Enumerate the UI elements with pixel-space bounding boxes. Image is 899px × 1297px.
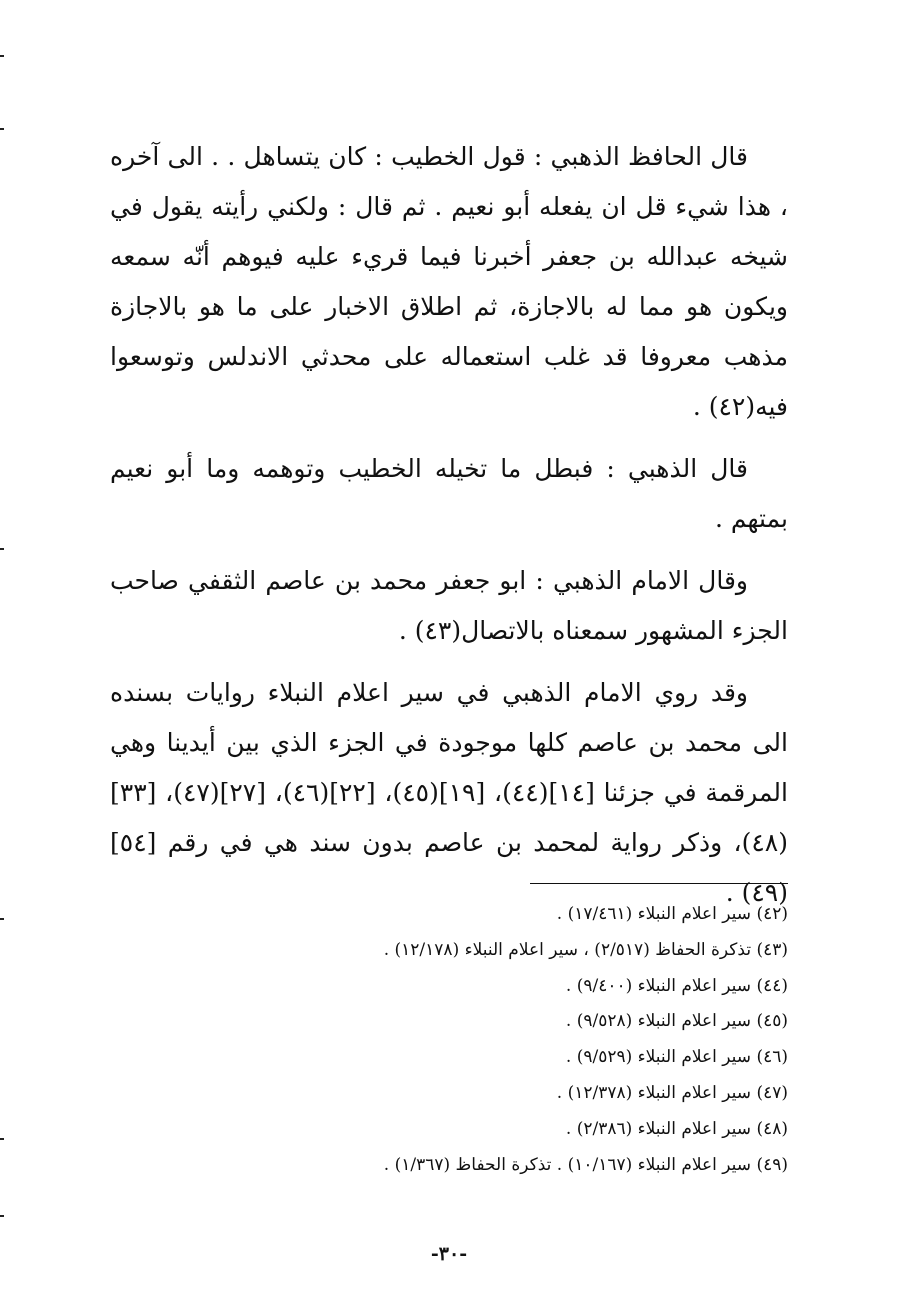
footnote: (٤٦) سير اعلام النبلاء (٩/٥٢٩) . (565, 1047, 788, 1068)
page-number: -٣٠- (430, 1243, 468, 1265)
footnote-divider (530, 883, 788, 884)
footnotes (110, 897, 788, 1183)
paragraph: قال الذهبي : فبطل ما تخيله الخطيب وتوهمه وما أبو نعيم بمتهم . (110, 454, 788, 533)
scan-edge-mark (0, 55, 4, 57)
scan-edge-mark (0, 128, 4, 130)
paragraph: وقال الامام الذهبي : ابو جعفر محمد بن عاصم الثقفي صاحب الجزء المشهور سمعناه بالاتصال(٤٣) . (110, 566, 788, 645)
scan-edge-mark (0, 1138, 4, 1140)
footnote: (٤٢) سير اعلام النبلاء (١٧/٤٦١) . (556, 904, 788, 924)
scan-edge-mark (0, 548, 4, 550)
paragraph: قال الحافظ الذهبي : قول الخطيب : كان يتساهل . . الى آخره ، هذا شيء قل ان يفعله أبو نعيم . ثم قال : ولكني رأيته يقول في شيخه عبدالله بن جعفر أخبرنا فيما قريء عليه فيوهم أنّه سمعه ويكون هو مما له بالاجازة، ثم اطلاق الاخبار على ما هو بالاجازة مذهب معروفا قد غلب استعماله على محدثي الاندلس وتوسعوا فيه(٤٢) . (110, 142, 788, 421)
footnote: (٤٥) سير اعلام النبلاء (٩/٥٢٨) . (565, 1011, 788, 1032)
footnote: (٤٣) تذكرة الحفاظ (٢/٥١٧) ، سير اعلام النبلاء (١٢/١٧٨) . (383, 939, 788, 960)
footnote: (٤٧) سير اعلام النبلاء (١٢/٣٧٨) . (556, 1082, 788, 1103)
main-text (110, 132, 788, 918)
scan-edge-mark (0, 1215, 4, 1217)
footnote: (٤٩) سير اعلام النبلاء (١٠/١٦٧) . تذكرة الحفاظ (١/٣٦٧) . (383, 1154, 788, 1175)
paragraph: وقد روي الامام الذهبي في سير اعلام النبلاء روايات بسنده الى محمد بن عاصم كلها موجودة في الجزء الذي بين أيدينا وهي المرقمة في جزئنا [١٤](٤٤)، [١٩](٤٥)، [٢٢](٤٦)، [٢٧](٤٧)، [٣٣](٤٨)، وذكر رواية لمحمد بن عاصم بدون سند هي في رقم [٥٤](٤٩) . (110, 678, 788, 907)
footnote: (٤٨) سير اعلام النبلاء (٢/٣٨٦) . (565, 1118, 788, 1139)
scan-edge-mark (0, 918, 4, 920)
footnote: (٤٤) سير اعلام النبلاء (٩/٤٠٠) . (565, 975, 788, 996)
